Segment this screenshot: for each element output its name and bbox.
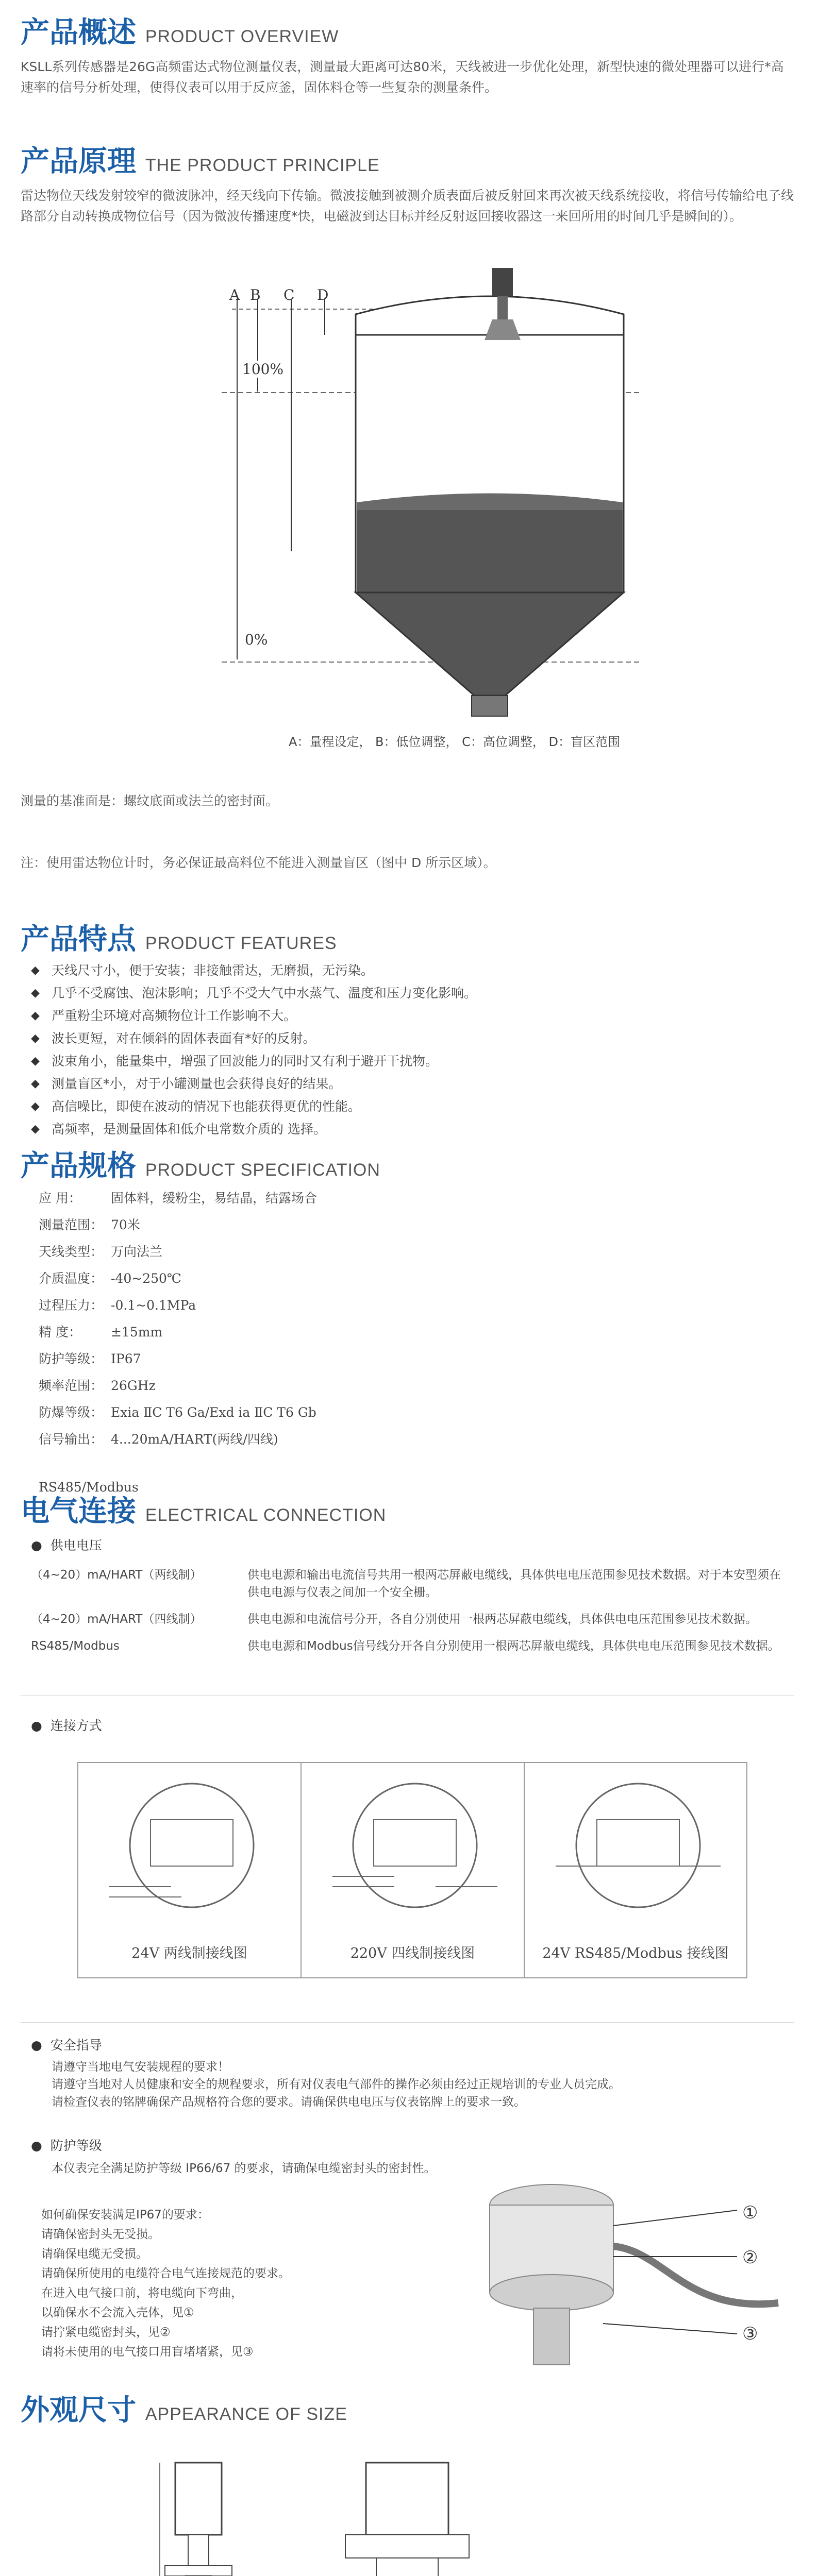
spec-value: -0.1~0.1MPa bbox=[111, 1298, 196, 1313]
level-diagram bbox=[186, 268, 639, 726]
section-title-cn: 电气连接 bbox=[21, 1495, 136, 1528]
spec-value: IP67 bbox=[111, 1351, 141, 1366]
supply-key: （4~20）mA/HART（四线制） bbox=[31, 1613, 202, 1626]
spec-value: 26GHz bbox=[111, 1378, 156, 1393]
safety-text: 请遵守当地电气安装规程的要求！ 请遵守当地对人员健康和安全的规程要求，所有对仪表电气部件的操作必须由经过正规培训的专业人员完成。 请检查仪表的铭牌确保产品规格符合您的要求。请确保供电电压与仪表铭牌上的要求一致。 bbox=[52, 2060, 621, 2109]
list-item: ◆ 高信噪比，即使在波动的情况下也能获得更优的性能。 bbox=[31, 1095, 477, 1118]
callout-1: ① bbox=[742, 2202, 758, 2223]
principle-note1: 测量的基准面是：螺纹底面或法兰的密封面。 bbox=[21, 793, 279, 808]
spec-key: 过程压力： bbox=[39, 1298, 104, 1313]
section-title-en: PRODUCT OVERVIEW bbox=[145, 27, 339, 46]
section-title-en: APPEARANCE OF SIZE bbox=[145, 2404, 347, 2424]
dimension-drawing bbox=[149, 2452, 541, 2576]
supply-key: （4~20）mA/HART（两线制） bbox=[31, 1568, 202, 1582]
section-title-specification bbox=[21, 1149, 380, 1183]
spec-key: 防爆等级： bbox=[39, 1405, 104, 1420]
wiring-label: 24V RS485/Modbus 接线图 bbox=[542, 1945, 729, 1961]
safety-title bbox=[31, 2035, 102, 2054]
spec-value: ±15mm bbox=[111, 1325, 163, 1340]
wiring-panel-2wire bbox=[78, 1763, 302, 1977]
connection-title bbox=[31, 1716, 102, 1734]
section-title-cn: 产品概述 bbox=[21, 16, 136, 49]
principle-text: 雷达物位天线发射较窄的微波脉冲，经天线向下传输。微波接触到被测介质表面后被反射回来再次被天线系统接收，将信号传输给电子线路部分自动转换成物位信号（因为微波传播速度*快，电磁波到达目标并经反射返回接收器这一来回所用的时间几乎是瞬间的）。 bbox=[21, 188, 794, 224]
spec-value: 万向法兰 bbox=[111, 1244, 163, 1259]
list-item: 请将未使用的电气接口用盲堵堵紧，见③ bbox=[41, 2345, 254, 2359]
spec-key: 应 用： bbox=[39, 1191, 81, 1206]
diagram-letter: B bbox=[250, 286, 261, 303]
list-item: 请确保所使用的电缆符合电气连接规范的要求。 bbox=[41, 2267, 290, 2280]
level-empty-label: 0% bbox=[245, 631, 268, 648]
supply-key: RS485/Modbus bbox=[31, 1639, 120, 1653]
terminal-diagram-icon bbox=[332, 1773, 497, 1928]
wiring-panel-rs485 bbox=[525, 1763, 746, 1977]
wiring-panels bbox=[77, 1762, 747, 1978]
wiring-label: 24V 两线制接线图 bbox=[131, 1945, 247, 1961]
section-title-en: PRODUCT SPECIFICATION bbox=[145, 1160, 380, 1180]
spec-key: 测量范围： bbox=[39, 1217, 104, 1232]
list-item: ◆ 几乎不受腐蚀、泡沫影响；几乎不受大气中水蒸气、温度和压力变化影响。 bbox=[31, 982, 477, 1005]
section-title-en: PRODUCT FEATURES bbox=[145, 934, 337, 953]
list-item: 请确保电缆无受损。 bbox=[41, 2247, 148, 2261]
spec-key: 介质温度： bbox=[39, 1271, 104, 1286]
spec-key: 精 度： bbox=[39, 1325, 81, 1340]
list-item: ◆ 测量盲区*小，对于小罐测量也会获得良好的结果。 bbox=[31, 1073, 477, 1095]
supply-value: 供电电源和Modbus信号线分开各自分别使用一根两芯屏蔽电缆线，具体供电电压范围参见技术数据。 bbox=[247, 1639, 780, 1653]
section-title-en: THE PRODUCT PRINCIPLE bbox=[145, 156, 380, 175]
safety-title-text: 安全指导 bbox=[50, 2038, 102, 2053]
spec-key: 信号输出： bbox=[39, 1432, 104, 1447]
spec-row bbox=[39, 1346, 317, 1372]
spec-row bbox=[39, 1426, 317, 1453]
supply-row bbox=[31, 1637, 789, 1655]
spec-value: 固体料，缓粉尘，易结晶，结露场合 bbox=[111, 1191, 318, 1206]
spec-row bbox=[39, 1265, 317, 1292]
spec-extra-output: RS485/Modbus bbox=[39, 1480, 139, 1495]
supply-value: 供电电源和电流信号分开，各自分别使用一根两芯屏蔽电缆线，具体供电电压范围参见技术数据。 bbox=[247, 1613, 757, 1626]
spec-value: 4...20mA/HART(两线/四线) bbox=[111, 1432, 278, 1447]
section-title-cn: 产品原理 bbox=[21, 145, 136, 178]
supply-title bbox=[31, 1535, 102, 1554]
list-item: ◆ 天线尺寸小，便于安装；非接触雷达，无磨损，无污染。 bbox=[31, 959, 477, 982]
protection-title-text: 防护等级 bbox=[50, 2138, 102, 2153]
spec-row bbox=[39, 1319, 317, 1346]
ip-requirements bbox=[41, 2205, 290, 2362]
divider bbox=[21, 1695, 794, 1696]
supply-title-text: 供电电压 bbox=[50, 1538, 102, 1553]
spec-row bbox=[39, 1185, 317, 1212]
section-title-cn: 外观尺寸 bbox=[21, 2394, 136, 2427]
list-item: ◆ 波长更短，对在倾斜的固体表面有*好的反射。 bbox=[31, 1027, 477, 1050]
protection-title bbox=[31, 2136, 102, 2154]
spec-list bbox=[39, 1185, 317, 1453]
section-title-features bbox=[21, 922, 337, 957]
list-item: ◆ 高频率，是测量固体和低介电常数介质的 选择。 bbox=[31, 1118, 477, 1141]
terminal-diagram-icon bbox=[556, 1773, 721, 1928]
spec-row bbox=[39, 1399, 317, 1426]
terminal-diagram-icon bbox=[109, 1773, 274, 1928]
spec-key: 频率范围： bbox=[39, 1378, 104, 1393]
callout-2: ② bbox=[742, 2247, 758, 2268]
section-title-cn: 产品特点 bbox=[21, 923, 136, 956]
list-item: 请确保密封头无受损。 bbox=[41, 2228, 160, 2241]
list-item: ◆ 严重粉尘环境对高频物位计工作影响不大。 bbox=[31, 1005, 477, 1027]
spec-row bbox=[39, 1292, 317, 1319]
callout-3: ③ bbox=[742, 2324, 758, 2344]
spec-key: 天线类型： bbox=[39, 1244, 104, 1259]
spec-value: 70米 bbox=[111, 1217, 140, 1232]
bullet-icon: ● bbox=[31, 2138, 51, 2153]
section-title-overview bbox=[21, 15, 339, 50]
device-photo bbox=[448, 2169, 789, 2385]
section-title-principle bbox=[21, 144, 380, 179]
list-item: 请拧紧电缆密封头，见② bbox=[41, 2326, 171, 2339]
overview-text: KSLL系列传感器是26G高频雷达式物位测量仪表，测量最大距离可达80米，天线被进一步优化处理，新型快速的微处理器可以进行*高速率的信号分析处理，使得仪表可以用于反应釜，固体料仓等一些复杂的测量条件。 bbox=[21, 59, 784, 95]
supply-row bbox=[31, 1611, 789, 1628]
list-item: 在进入电气接口前，将电缆向下弯曲， bbox=[41, 2286, 243, 2300]
section-title-cn: 产品规格 bbox=[21, 1149, 136, 1183]
spec-row bbox=[39, 1372, 317, 1399]
spec-key: 防护等级： bbox=[39, 1351, 104, 1366]
wiring-panel-4wire bbox=[302, 1763, 525, 1977]
principle-note2: 注：使用雷达物位计时，务必保证最高料位不能进入测量盲区（图中 D 所示区域）。 bbox=[21, 855, 496, 870]
section-title-appearance bbox=[21, 2393, 347, 2428]
diagram-letter: D bbox=[317, 286, 329, 303]
divider bbox=[21, 2022, 794, 2023]
spec-row bbox=[39, 1239, 317, 1265]
supply-row bbox=[31, 1566, 789, 1601]
list-item: ◆ 波束角小，能量集中，增强了回波能力的同时又有利于避开干扰物。 bbox=[31, 1050, 477, 1073]
diagram-letter: C bbox=[283, 286, 295, 303]
features-list bbox=[31, 959, 477, 1141]
bullet-icon: ● bbox=[31, 2038, 51, 2053]
bullet-icon: ● bbox=[31, 1718, 51, 1733]
section-title-en: ELECTRICAL CONNECTION bbox=[145, 1505, 387, 1525]
section-title-electrical bbox=[21, 1494, 386, 1529]
protection-text: 本仪表完全满足防护等级 IP66/67 的要求，请确保电缆密封头的密封性。 bbox=[52, 2162, 436, 2175]
spec-value: Exia ⅡC T6 Ga/Exd ia ⅡC T6 Gb bbox=[111, 1405, 316, 1420]
level-full-label: 100% bbox=[242, 361, 284, 378]
supply-table bbox=[31, 1566, 789, 1655]
diagram-caption: A：量程设定， B：低位调整， C：高位调整， D：盲区范围 bbox=[289, 735, 621, 749]
diagram-letter: A bbox=[229, 286, 240, 303]
bullet-icon: ● bbox=[31, 1538, 51, 1553]
list-item: 如何确保安装满足IP67的要求： bbox=[41, 2208, 209, 2222]
spec-row bbox=[39, 1212, 317, 1239]
list-item: 以确保水不会流入壳体，见① bbox=[41, 2306, 194, 2319]
connection-title-text: 连接方式 bbox=[50, 1718, 102, 1733]
supply-value: 供电电源和输出电流信号共用一根两芯屏蔽电缆线，具体供电电压范围参见技术数据。对于本安型须在供电电源与仪表之间加一个安全栅。 bbox=[247, 1568, 781, 1599]
wiring-label: 220V 四线制接线图 bbox=[350, 1945, 475, 1961]
spec-value: -40~250℃ bbox=[111, 1271, 181, 1286]
